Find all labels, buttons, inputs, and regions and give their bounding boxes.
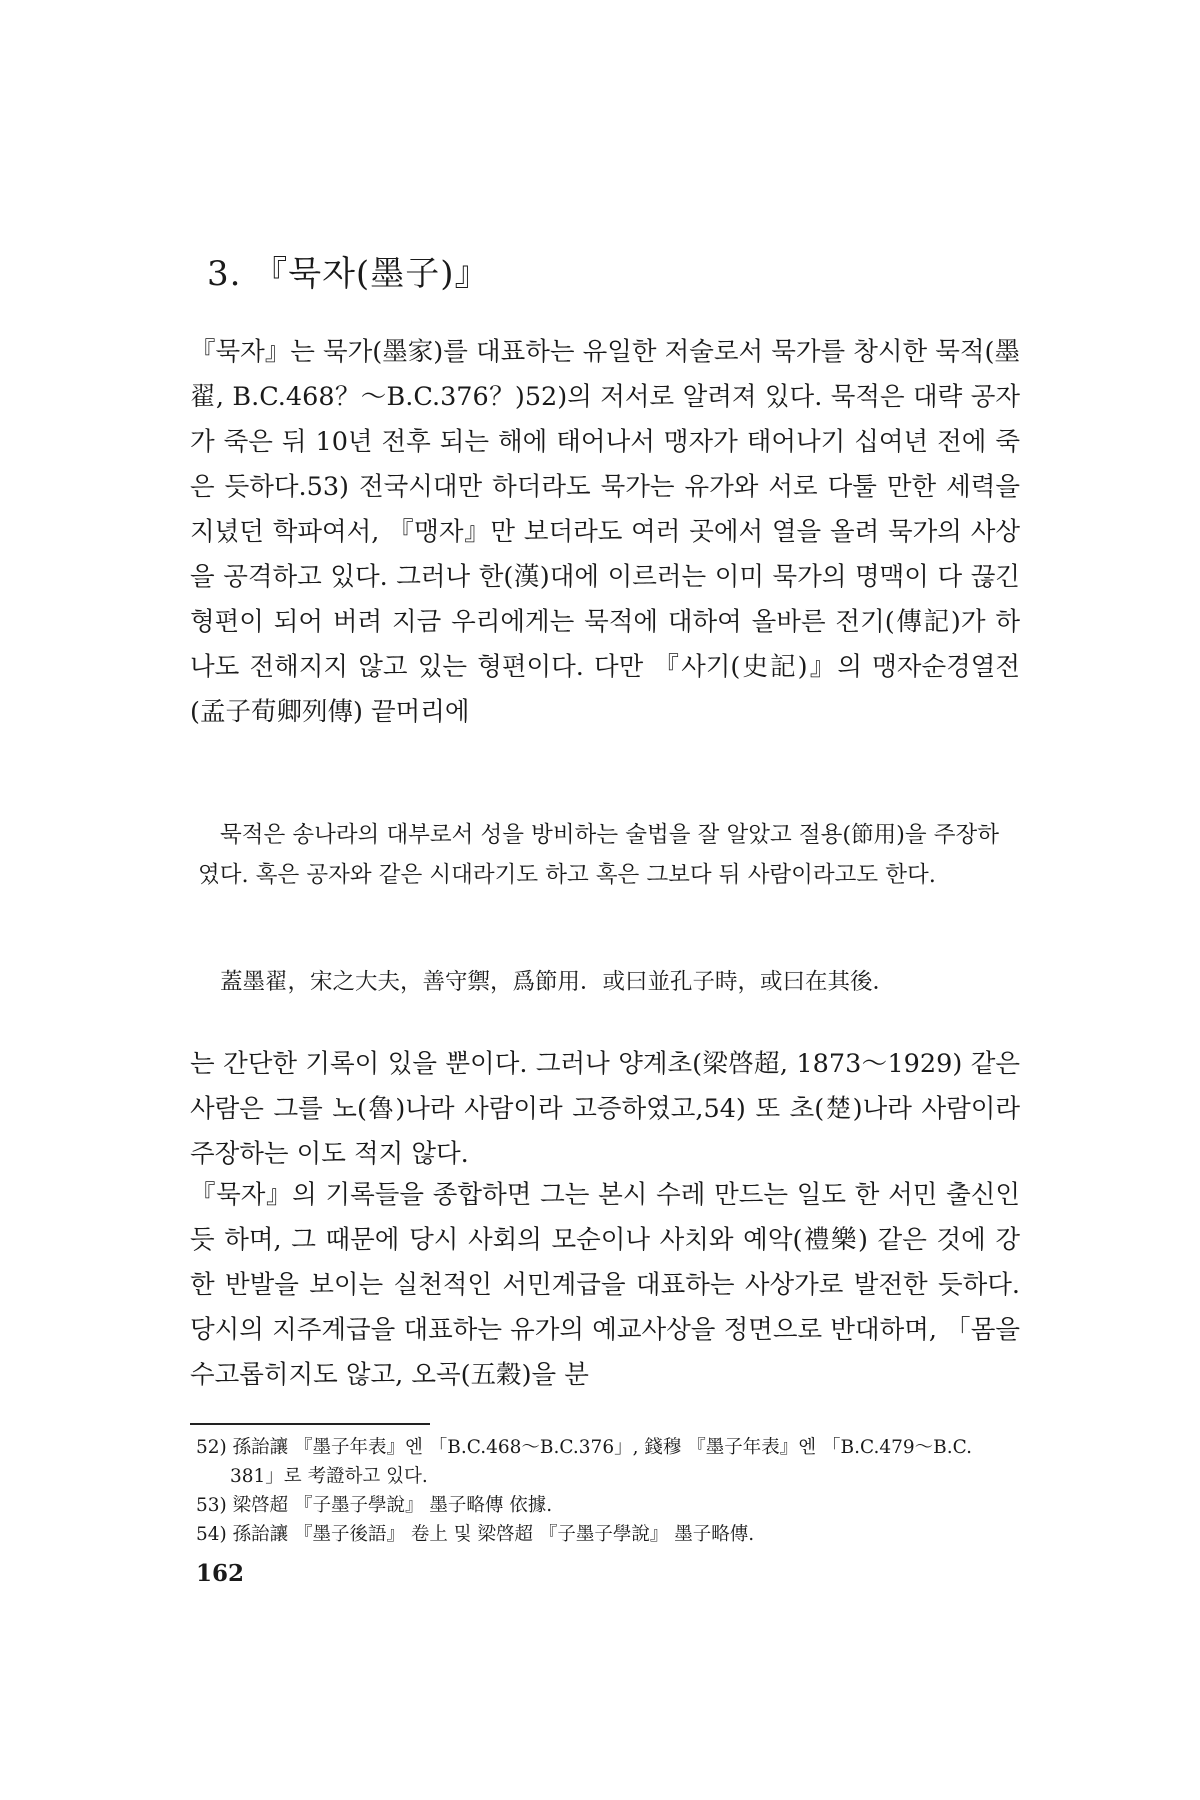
paragraph-continuation: 는 간단한 기록이 있을 뿐이다. 그러나 양계초(梁啓超, 1873～1929) 같은 사람은 그를 노(魯)나라 사람이라 고증하였고,54) 또 초(楚)나라 사람이라 주장하는 이도 적지 않다.: [190, 1049, 1020, 1169]
quote-korean-translation: 묵적은 송나라의 대부로서 성을 방비하는 술법을 잘 알았고 절용(節用)을 주장하였다. 혹은 공자와 같은 시대라기도 하고 혹은 그보다 뒤 사람이라고도 한다.: [198, 822, 999, 888]
footnotes-list: [196, 1433, 1016, 1549]
quote-classical-chinese: 蓋墨翟，宋之大夫，善守禦，爲節用．或曰並孔子時，或曰在其後．: [220, 969, 896, 995]
paragraph-background: 『묵자』의 기록들을 종합하면 그는 본시 수레 만드는 일도 한 서민 출신인듯 하며, 그 때문에 당시 사회의 모순이나 사치와 예악(禮樂) 같은 것에 강한 반발을 보이는 실천적인 서민계급을 대표하는 사상가로 발전한 듯하다. 당시의 지주계급을 대표하는 유가의 예교사상을 정면으로 반대하며, 「몸을 수고롭히지도 않고, 오곡(五穀)을 분: [190, 1180, 1020, 1390]
footnote-52: 52) 孫詒讓 『墨子年表』엔 「B.C.468～B.C.376」, 錢穆 『墨子年表』엔 「B.C.479～B.C. 381」로 考證하고 있다.: [196, 1437, 973, 1487]
footnote-53: 53) 梁啓超 『子墨子學說』 墨子略傳 依據.: [196, 1495, 553, 1516]
paragraph-intro: 『묵자』는 묵가(墨家)를 대표하는 유일한 저술로서 묵가를 창시한 묵적(墨翟, B.C.468？～B.C.376？)52)의 저서로 알려져 있다. 묵적은 대략 공자가 죽은 뒤 10년 전후 되는 해에 태어나서 맹자가 태어나기 십여년 전에 죽은 듯하다.53) 전국시대만 하더라도 묵가는 유가와 서로 다툴 만한 세력을 지녔던 학파여서, 『맹자』만 보더라도 여러 곳에서 열을 올려 묵가의 사상을 공격하고 있다. 그러나 한(漢)대에 이르러는 이미 묵가의 명맥이 다 끊긴 형편이 되어 버려 지금 우리에게는 묵적에 대하여 올바른 전기(傳記)가 하나도 전해지지 않고 있는 형편이다. 다만 『사기(史記)』의 맹자순경열전(孟子荀卿列傳) 끝머리에: [190, 337, 1020, 727]
page-number: 162: [196, 1560, 245, 1587]
footnote-54: 54) 孫詒讓 『墨子後語』 卷上 및 梁啓超 『子墨子學說』 墨子略傳.: [196, 1524, 755, 1545]
footnote-divider: [190, 1423, 430, 1425]
section-title: 3. 『묵자(墨子)』: [207, 254, 490, 294]
